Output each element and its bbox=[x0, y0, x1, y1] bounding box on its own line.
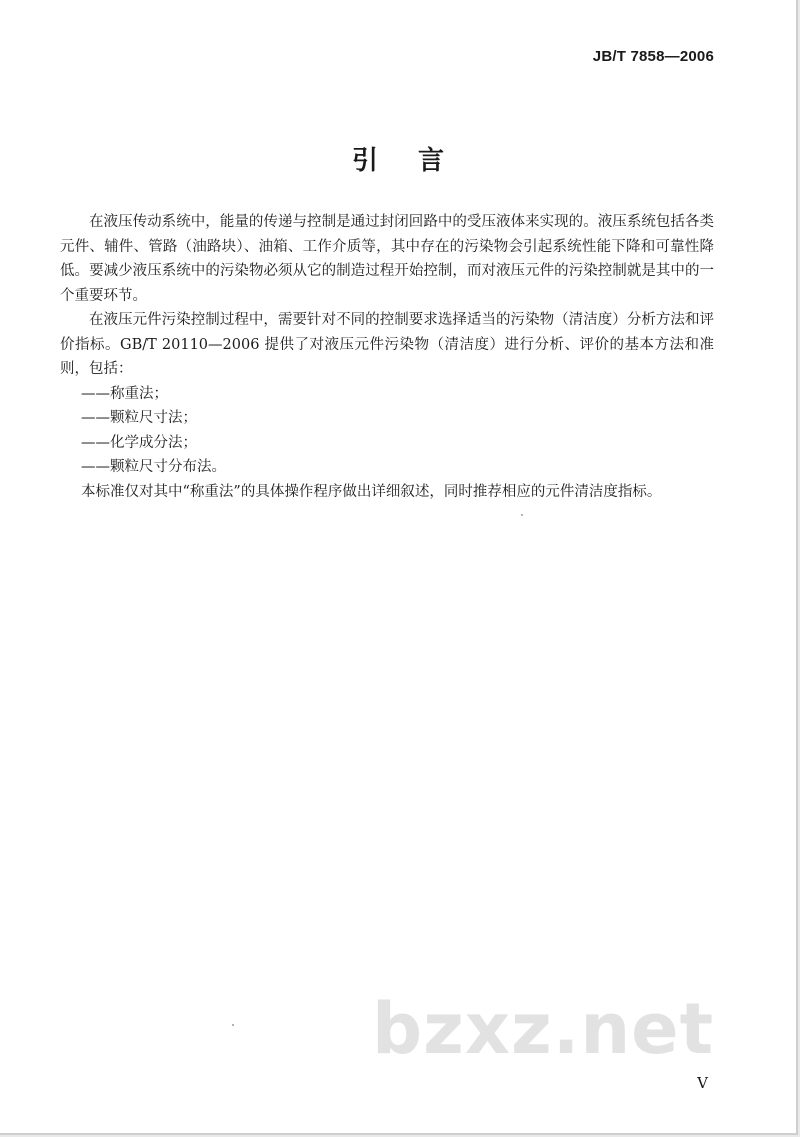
list-item: ——化学成分法； bbox=[81, 434, 197, 451]
paragraph-methods-intro: 在液压元件污染控制过程中，需要针对不同的控制要求选择适当的污染物（清洁度）分析方法和评价指标。GB/T 20110—2006 提供了对液压元件污染物（清洁度）进行分析、评价的基本方法和准则，包括： bbox=[60, 312, 714, 377]
page-title: 引言 bbox=[351, 146, 484, 176]
paragraph-scope: 本标准仅对其中“称重法”的具体操作程序做出详细叙述，同时推荐相应的元件清洁度指标。 bbox=[81, 483, 662, 500]
watermark: bzxz.net bbox=[372, 988, 715, 1070]
standard-number: JB/T 7858—2006 bbox=[592, 48, 714, 65]
document-body bbox=[60, 210, 714, 504]
list-item: ——颗粒尺寸法； bbox=[81, 410, 197, 426]
list-item: ——称重法； bbox=[81, 385, 168, 402]
page-number: V bbox=[697, 1074, 708, 1092]
paragraph-intro: 在液压传动系统中，能量的传递与控制是通过封闭回路中的受压液体来实现的。液压系统包括各类元件、辅件、管路（油路块）、油箱、工作介质等，其中存在的污染物会引起系统性能下降和可靠性降低。要减少液压系统中的污染物必须从它的制造过程开始控制，而对液压元件的污染控制就是其中的一个重要环节。 bbox=[60, 214, 714, 304]
methods-list bbox=[60, 382, 714, 480]
scan-speck bbox=[232, 1024, 234, 1026]
scan-speck bbox=[521, 514, 523, 516]
list-item: ——颗粒尺寸分布法。 bbox=[81, 459, 226, 475]
